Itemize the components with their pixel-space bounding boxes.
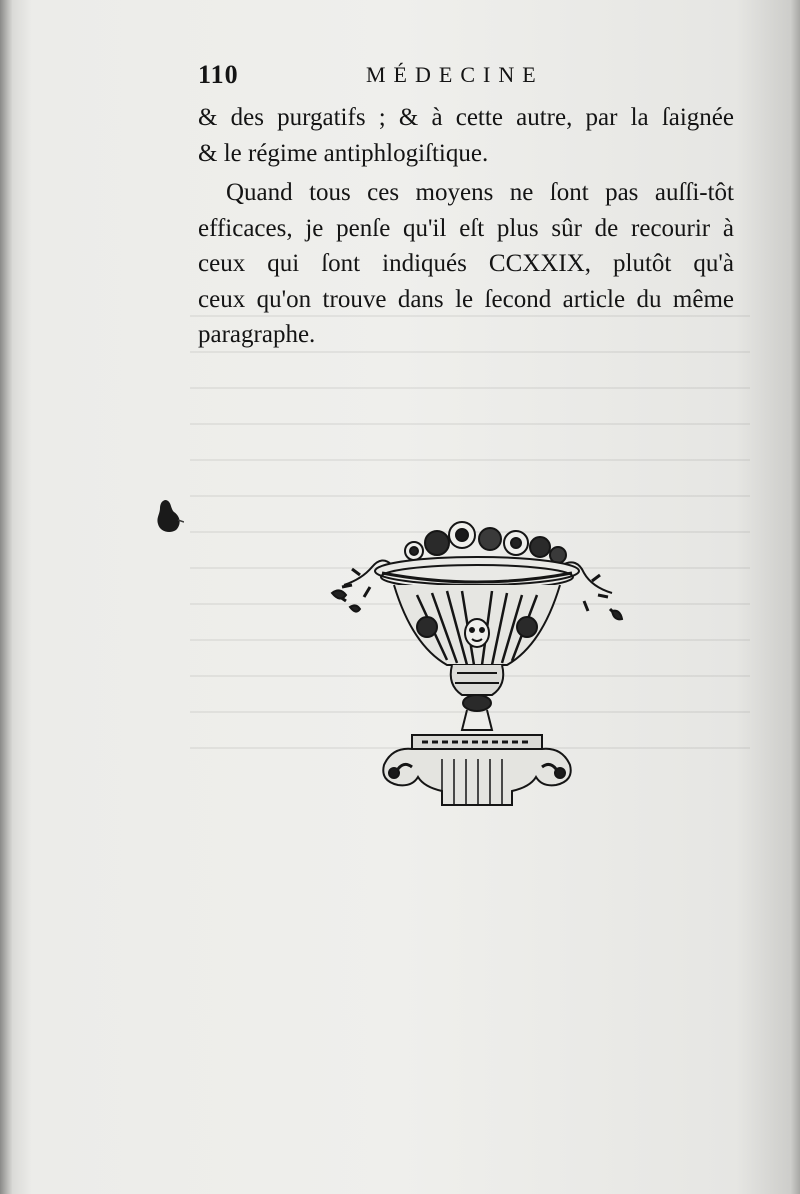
ink-blot-icon bbox=[154, 498, 184, 534]
page-number: 110 bbox=[198, 60, 239, 89]
text-line: Quand tous ces moyens ne ſont pas auſſi-tôt bbox=[226, 179, 734, 206]
text-line: ceux qui ſont indiqués CCXXIX, plutôt qu'à bbox=[198, 250, 734, 277]
text-line: & des purgatifs ; & à cette autre, par la ſaignée bbox=[198, 104, 734, 131]
running-head: MÉDECINE bbox=[366, 62, 544, 87]
flower-urn-vignette-icon bbox=[322, 515, 632, 815]
page-header bbox=[198, 60, 570, 96]
book-spine-shadow bbox=[0, 0, 12, 1194]
text-line: efficaces, je penſe qu'il eſt plus sûr de recourir à bbox=[198, 214, 734, 242]
page-edge-shadow bbox=[790, 0, 800, 1194]
text-line: ceux qu'on trouve dans le ſecond article du même bbox=[198, 285, 734, 313]
body-text bbox=[198, 100, 734, 353]
text-line: paragraphe. bbox=[198, 321, 316, 348]
text-line: & le régime antiphlogiſtique. bbox=[198, 139, 489, 167]
